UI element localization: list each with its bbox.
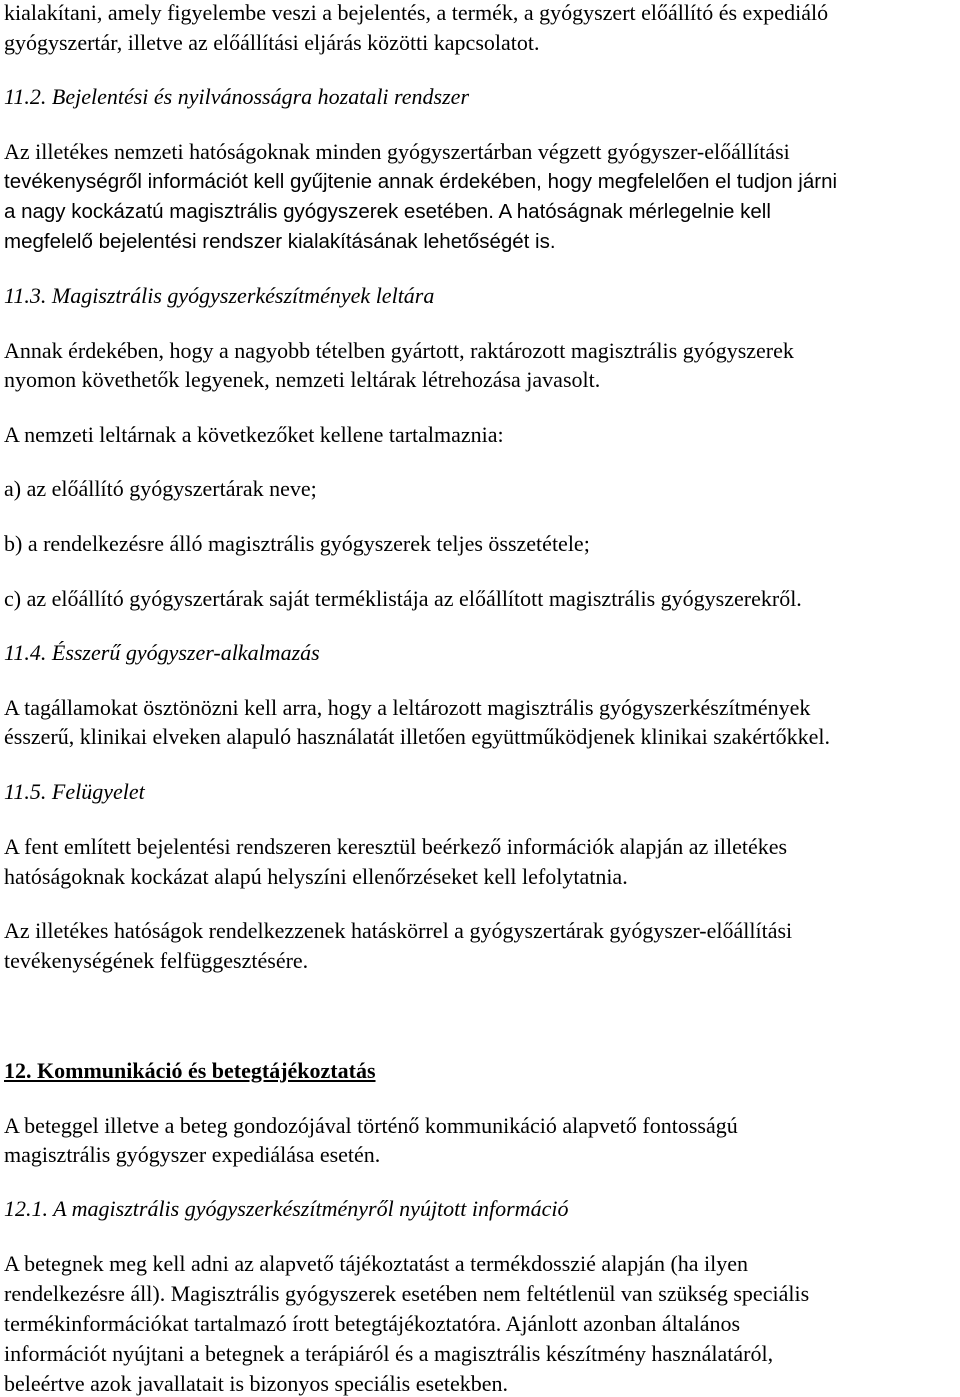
intro-line-2: gyógyszertár, illetve az előállítási eljárás közötti kapcsolatot. — [4, 30, 540, 55]
paragraph-line: tevékenységének felfüggesztésére. — [4, 948, 309, 973]
intro-line-1: kialakítani, amely figyelembe veszi a bejelentés, a termék, a gyógyszert előállító és expediáló — [4, 0, 829, 25]
list-item: c) az előállító gyógyszertárak saját terméklistája az előállított magisztrális gyógyszerekről. — [4, 586, 802, 611]
paragraph-line: A fent említett bejelentési rendszeren keresztül beérkező információk alapján az illetékes — [4, 834, 788, 859]
paragraph-line: A betegnek meg kell adni az alapvető tájékoztatást a termékdosszié alapján (ha ilyen — [4, 1251, 749, 1276]
section-number: 11.5. — [4, 779, 47, 804]
paragraph-line: termékinformációkat tartalmazó írott betegtájékoztatóra. Ajánlott azonban általános — [4, 1311, 741, 1336]
paragraph-line: nyomon követhetők legyenek, nemzeti leltárak létrehozása javasolt. — [4, 367, 601, 392]
section-title: Kommunikáció és betegtájékoztatás — [37, 1058, 376, 1083]
section-number: 11.3. — [4, 283, 47, 308]
list-item: b) a rendelkezésre álló magisztrális gyógyszerek teljes összetétele; — [4, 531, 590, 556]
section-title: A magisztrális gyógyszerkészítményről nyújtott információ — [53, 1196, 569, 1221]
paragraph-line: rendelkezésre áll). Magisztrális gyógyszerek esetében nem feltétlenül van szükség speciális — [4, 1281, 810, 1306]
section-11-4-heading — [4, 640, 320, 666]
paragraph-line: A beteggel illetve a beteg gondozójával történő kommunikáció alapvető fontosságú — [4, 1113, 738, 1138]
paragraph-line: hatóságoknak kockázat alapú helyszíni ellenőrzéseket kell lefolytatnia. — [4, 864, 628, 889]
section-title: Felügyelet — [51, 779, 145, 804]
section-number: 12. — [4, 1058, 32, 1083]
paragraph-line: megfelelő bejelentési rendszer kialakításának lehetőségét is. — [4, 230, 556, 253]
section-title: Ésszerű gyógyszer-alkalmazás — [51, 640, 320, 665]
paragraph-line: A tagállamokat ösztönözni kell arra, hogy a leltározott magisztrális gyógyszerkészítmények — [4, 695, 811, 720]
paragraph-line: Az illetékes nemzeti hatóságoknak minden gyógyszertárban végzett gyógyszer-előállítási — [4, 139, 790, 164]
paragraph-line: magisztrális gyógyszer expediálása esetén. — [4, 1142, 381, 1167]
section-11-5-heading — [4, 779, 145, 805]
section-number: 12.1. — [4, 1196, 48, 1221]
paragraph-line: beleértve azok javallatait is bizonyos speciális esetekben. — [4, 1371, 508, 1396]
paragraph-line: Annak érdekében, hogy a nagyobb tételben gyártott, raktározott magisztrális gyógyszerek — [4, 338, 794, 363]
section-11-2-heading — [4, 84, 469, 110]
section-number: 11.2. — [4, 84, 47, 109]
paragraph: A nemzeti leltárnak a következőket kellene tartalmaznia: — [4, 422, 504, 447]
section-12-1-heading — [4, 1196, 568, 1222]
section-number: 11.4. — [4, 640, 47, 665]
paragraph-line: információt nyújtani a betegnek a terápiáról és a magisztrális készítmény használatáról, — [4, 1341, 774, 1366]
paragraph-line: tevékenységről információt kell gyűjtenie annak érdekében, hogy megfelelően el tudjon járni — [4, 170, 838, 193]
section-title: Bejelentési és nyilvánosságra hozatali rendszer — [51, 84, 470, 109]
section-11-3-heading — [4, 283, 434, 309]
paragraph-line: a nagy kockázatú magisztrális gyógyszerek esetében. A hatóságnak mérlegelnie kell — [4, 200, 771, 223]
section-title: Magisztrális gyógyszerkészítmények leltára — [51, 283, 435, 308]
list-item: a) az előállító gyógyszertárak neve; — [4, 476, 317, 501]
paragraph-line: ésszerű, klinikai elveken alapuló használatát illetően együttműködjenek klinikai szakértőkkel. — [4, 724, 830, 749]
paragraph-line: Az illetékes hatóságok rendelkezzenek hatáskörrel a gyógyszertárak gyógyszer-előállítási — [4, 918, 793, 943]
section-12-heading — [4, 1058, 376, 1084]
